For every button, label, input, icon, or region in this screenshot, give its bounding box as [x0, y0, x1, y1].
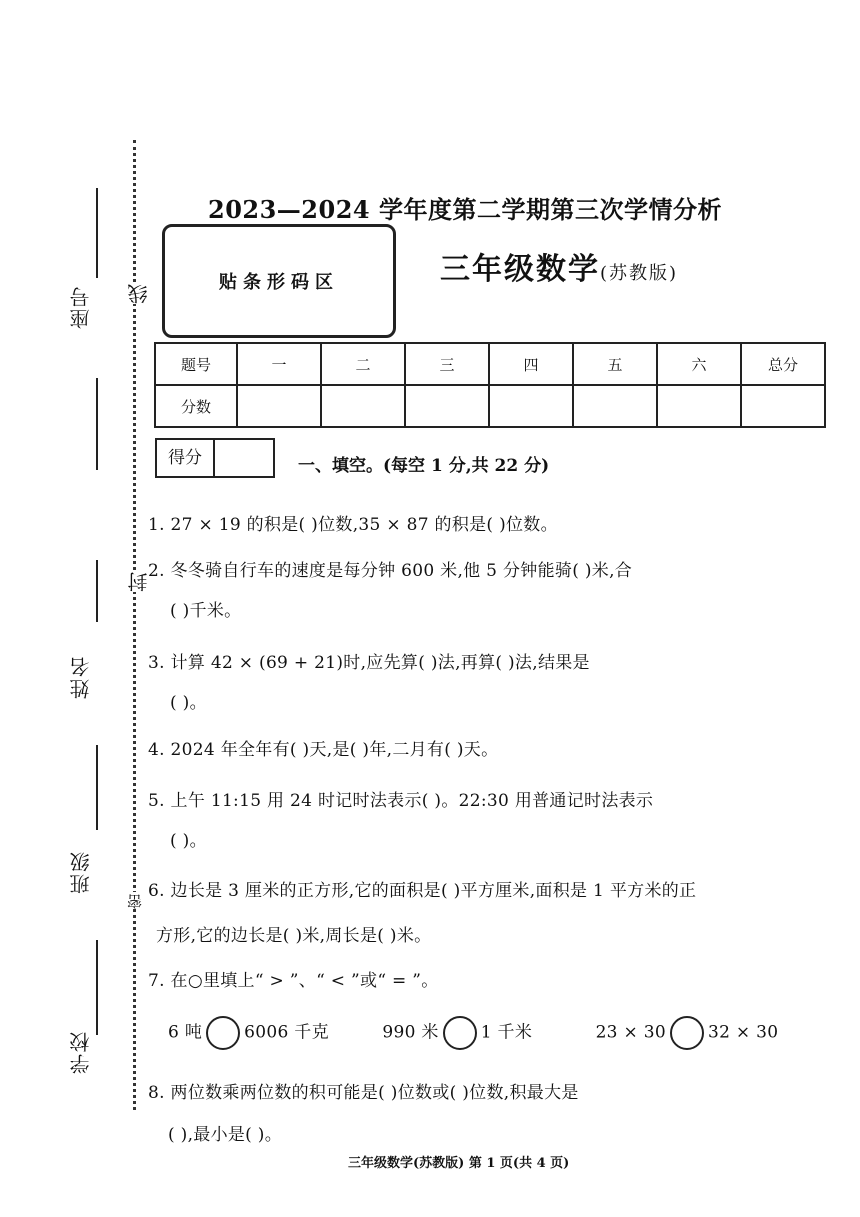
score-cell[interactable] — [405, 385, 489, 427]
score-cell[interactable] — [573, 385, 657, 427]
compare-b-left: 990 米 — [382, 1022, 439, 1043]
class-underline — [96, 745, 98, 830]
compare-circle-b[interactable] — [443, 1016, 477, 1050]
question-7: 7. 在○里填上“ > ”、“ < ”或“ = ”。 — [148, 971, 439, 991]
class-label: 班级 — [69, 850, 93, 894]
school-underline — [96, 940, 98, 1035]
score-header-cell: 一 — [237, 343, 321, 385]
question-8: 8. 两位数乘两位数的积可能是( )位数或( )位数,积最大是 — [148, 1083, 579, 1103]
score-header-cell: 六 — [657, 343, 741, 385]
score-header-cell: 四 — [489, 343, 573, 385]
score-cell[interactable] — [741, 385, 825, 427]
score-header-cell: 总分 — [741, 343, 825, 385]
seat-label: 座号 — [69, 285, 93, 329]
question-2-cont: ( )千米。 — [170, 601, 242, 621]
subject-name: 三年级数学 — [440, 252, 600, 287]
name-underline — [96, 560, 98, 622]
question-3-cont: ( )。 — [170, 693, 207, 713]
seat-underline — [96, 188, 98, 278]
seat-underline-2 — [96, 378, 98, 470]
question-2: 2. 冬冬骑自行车的速度是每分钟 600 米,他 5 分钟能骑( )米,合 — [148, 561, 633, 581]
question-6-cont: 方形,它的边长是( )米,周长是( )米。 — [156, 926, 432, 946]
score-header-cell: 题号 — [155, 343, 237, 385]
score-header-cell: 二 — [321, 343, 405, 385]
seal2-marker: 密 — [126, 892, 144, 909]
section-score-label: 得分 — [157, 440, 215, 476]
score-header-cell: 五 — [573, 343, 657, 385]
compare-a-left: 6 吨 — [168, 1022, 203, 1043]
edition-label: (苏教版) — [600, 263, 679, 284]
name-label: 姓名 — [69, 655, 93, 699]
subject-title — [440, 244, 678, 288]
compare-c-right: 32 × 30 — [707, 1022, 779, 1043]
question-4: 4. 2024 年全年有( )天,是( )年,二月有( )天。 — [148, 740, 499, 760]
seal-marker: 封 — [124, 570, 153, 592]
barcode-area: 贴条形码区 — [162, 224, 396, 338]
section-score-field[interactable] — [215, 440, 273, 476]
score-cell[interactable] — [657, 385, 741, 427]
question-5-cont: ( )。 — [170, 831, 207, 851]
page-footer: 三年级数学(苏教版) 第 1 页(共 4 页) — [348, 1156, 570, 1171]
compare-row — [168, 1016, 778, 1050]
question-3: 3. 计算 42 × (69 + 21)时,应先算( )法,再算( )法,结果是 — [148, 653, 590, 673]
compare-circle-a[interactable] — [206, 1016, 240, 1050]
exam-title: 2023—2024 学年度第二学期第三次学情分析 — [208, 195, 722, 224]
score-row-label: 分数 — [155, 385, 237, 427]
section-score-box — [155, 438, 275, 478]
compare-circle-c[interactable] — [670, 1016, 704, 1050]
question-6: 6. 边长是 3 厘米的正方形,它的面积是( )平方厘米,面积是 1 平方米的正 — [148, 881, 697, 901]
compare-b-right: 1 千米 — [480, 1022, 533, 1043]
score-cell[interactable] — [321, 385, 405, 427]
section-title: 一、填空。(每空 1 分,共 22 分) — [298, 456, 550, 476]
question-1: 1. 27 × 19 的积是( )位数,35 × 87 的积是( )位数。 — [148, 515, 558, 535]
score-cell[interactable] — [489, 385, 573, 427]
compare-a-right: 6006 千克 — [244, 1022, 329, 1043]
school-label: 学校 — [69, 1030, 93, 1074]
line-marker: 线 — [124, 282, 153, 304]
question-5: 5. 上午 11:15 用 24 时记时法表示( )。22:30 用普通记时法表示 — [148, 791, 654, 811]
score-table-header-row — [155, 343, 825, 385]
compare-c-left: 23 × 30 — [595, 1022, 666, 1043]
question-8-cont: ( ),最小是( )。 — [168, 1125, 283, 1145]
score-table-score-row — [155, 385, 825, 427]
score-header-cell: 三 — [405, 343, 489, 385]
score-table — [154, 342, 826, 428]
score-cell[interactable] — [237, 385, 321, 427]
